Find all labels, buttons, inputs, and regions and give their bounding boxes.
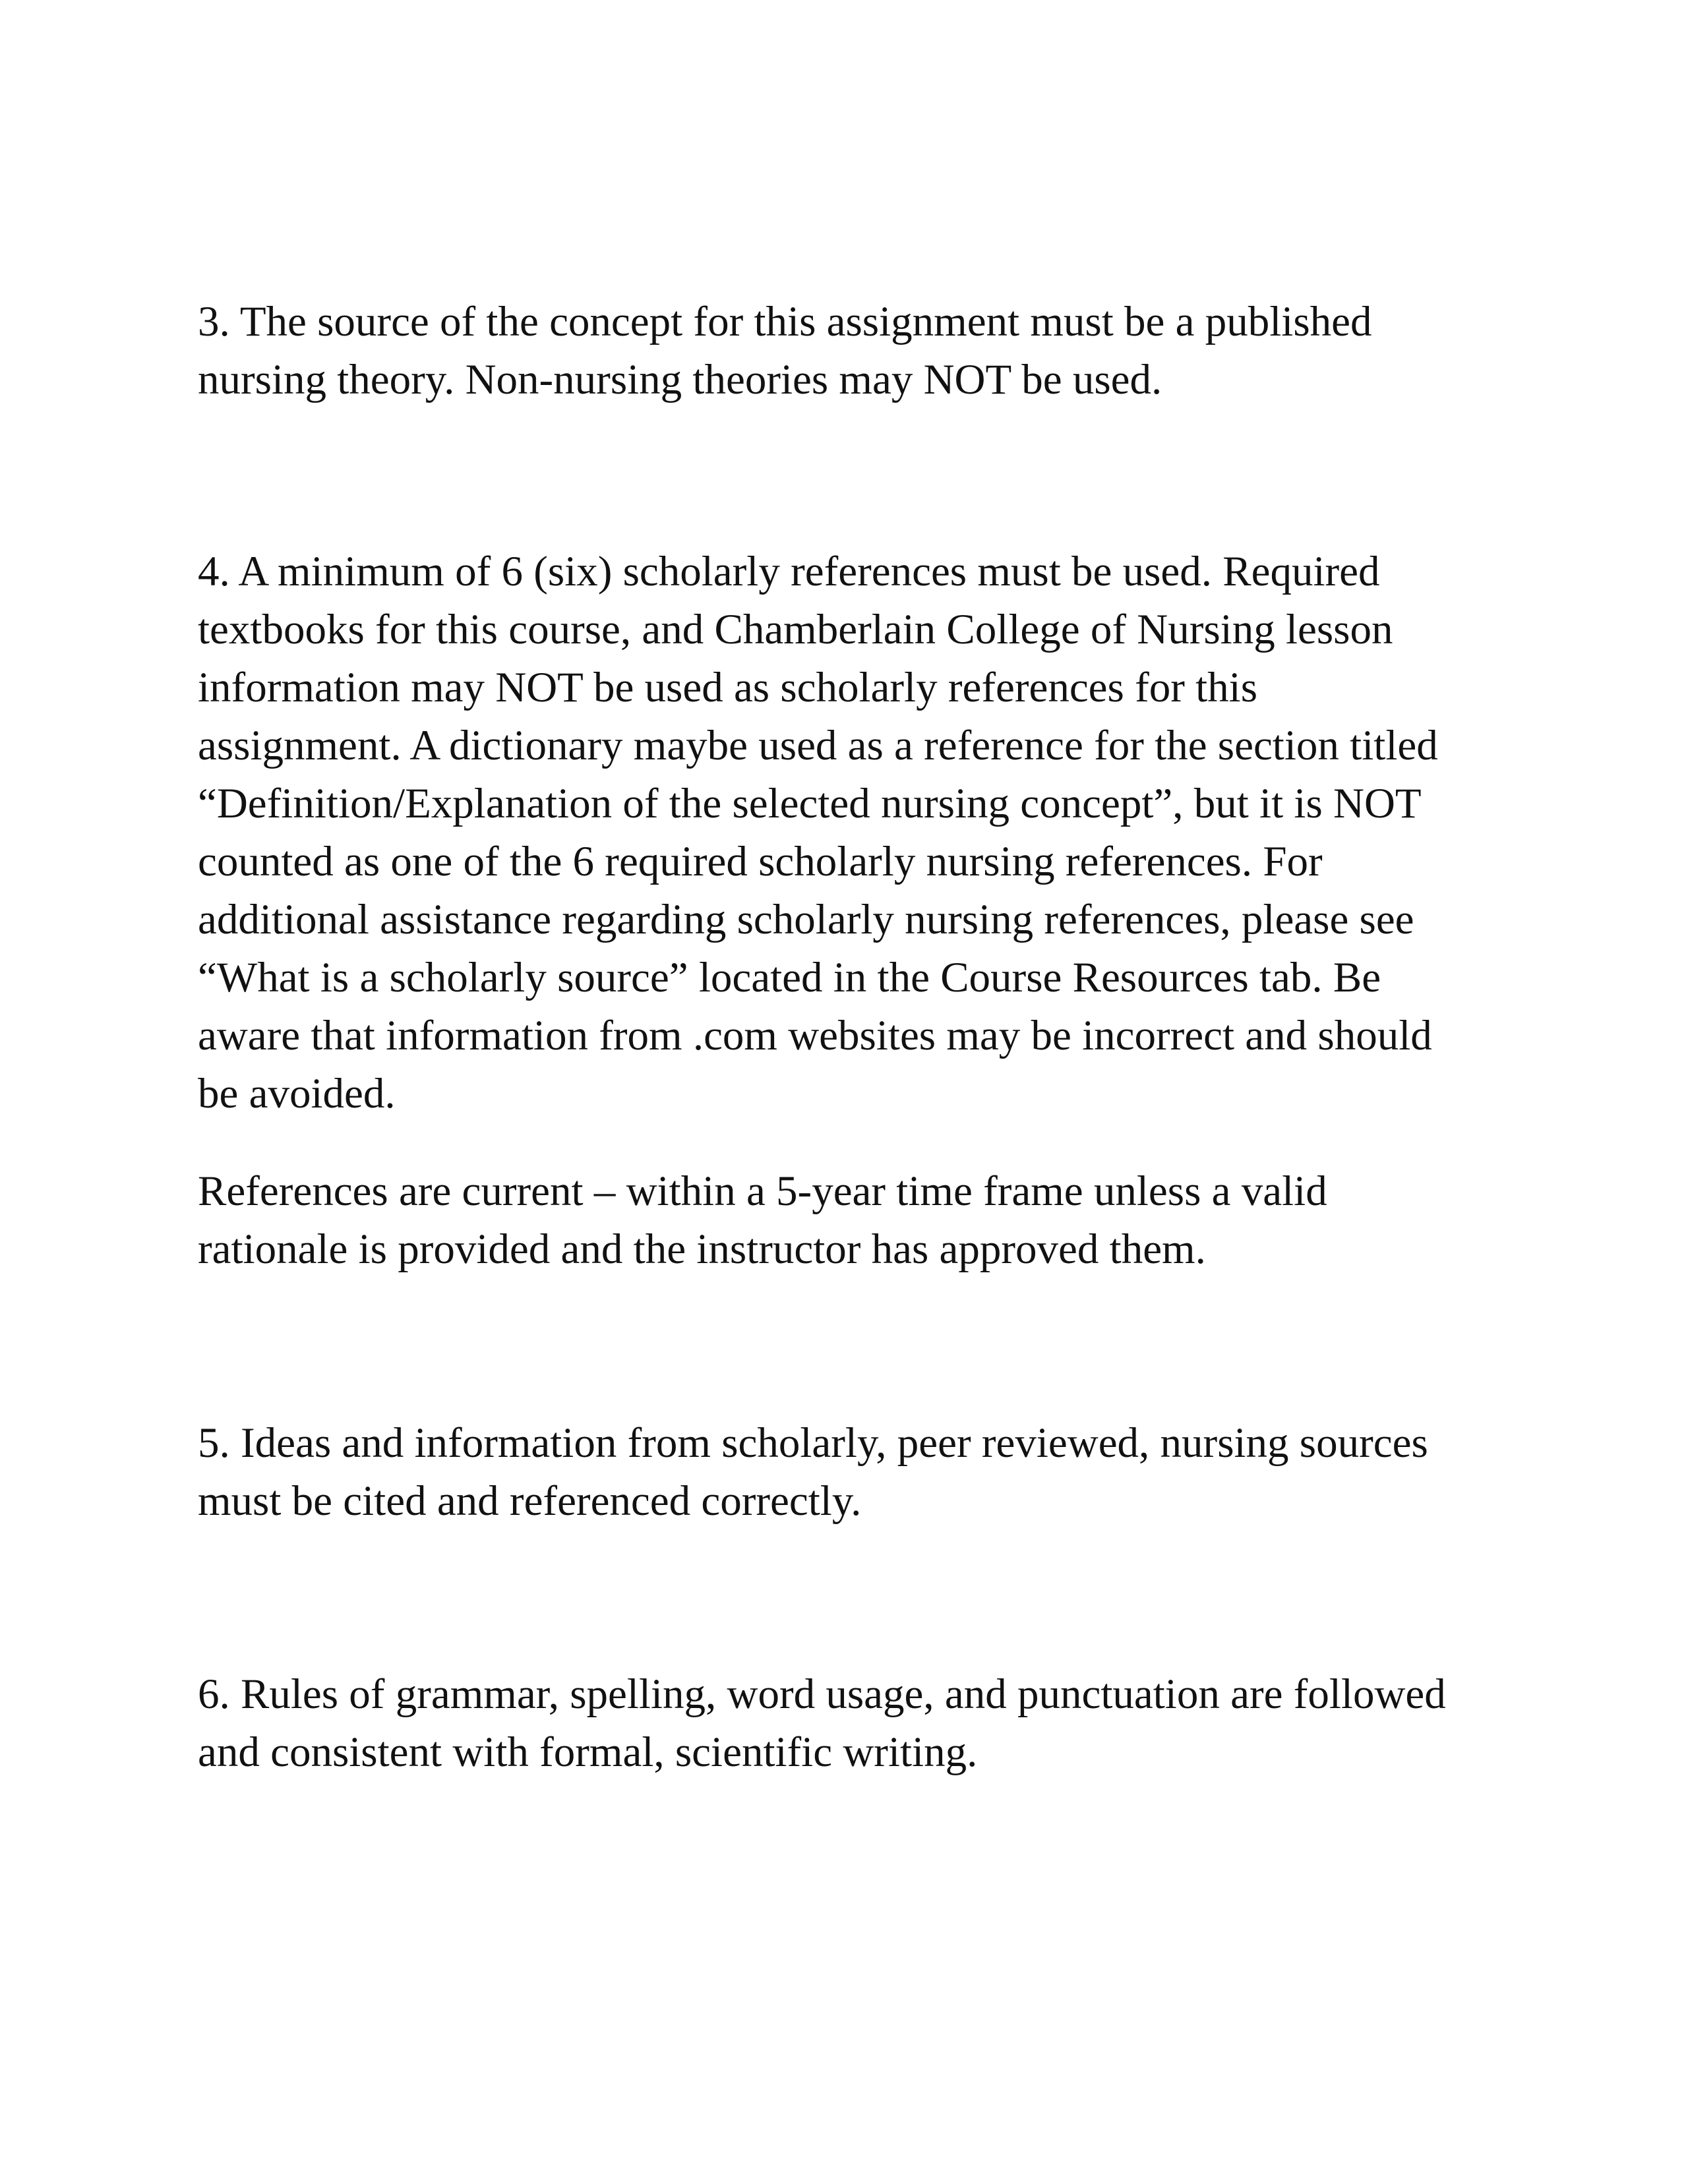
paragraph-item-4: 4. A minimum of 6 (six) scholarly references must be used. Required textbooks for this course, and Chamberlain College of Nursing lesson information may NOT be used as scholarly references for this assignment. A dictionary maybe used as a reference for the section titled “Definition/Explanation of the selected nursing concept”, but it is NOT counted as one of the 6 required scholarly nursing references. For additional assistance regarding scholarly nursing references, please see “What is a scholarly source” located in the Course Resources tab. Be aware that information from .com websites may be incorrect and should be avoided. — [198, 548, 1438, 1117]
paragraph-item-3: 3. The source of the concept for this assignment must be a published nursing theory. Non-nursing theories may NOT be used. — [198, 298, 1372, 403]
paragraph-item-6: 6. Rules of grammar, spelling, word usage, and punctuation are followed and consistent with formal, scientific writing. — [198, 1670, 1446, 1776]
paragraph-references-current: References are current – within a 5-year time frame unless a valid rationale is provided and the instructor has approved them. — [198, 1167, 1327, 1273]
paragraph-item-5: 5. Ideas and information from scholarly, peer reviewed, nursing sources must be cited and referenced correctly. — [198, 1419, 1428, 1525]
